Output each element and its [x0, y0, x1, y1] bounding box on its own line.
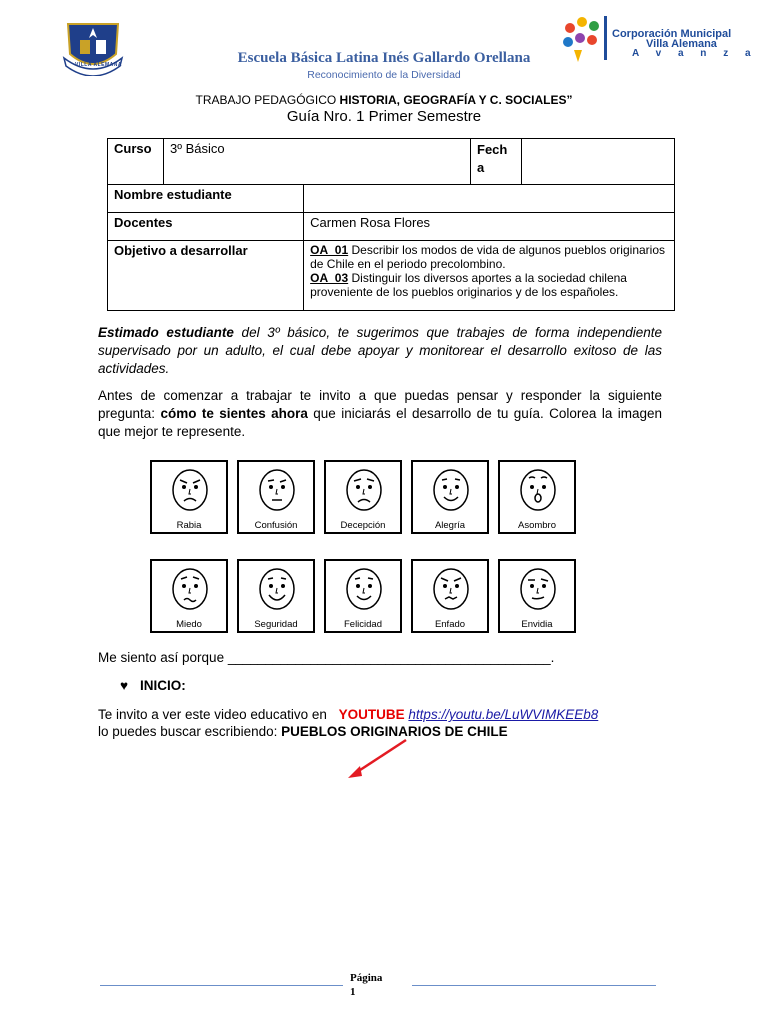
work-title-prefix: TRABAJO PEDAGÓGICO [195, 93, 340, 107]
intro-text: del 3º básico, te sugerimos que trabajes de forma independiente supervisado por un adulto, el cual debe apoyar y monitorear el desarrollo exitoso de las actividades. [98, 325, 662, 376]
face-happy-icon [431, 468, 471, 516]
face-surprised-icon [518, 468, 558, 516]
corporation-name [612, 29, 758, 59]
work-title-subject: HISTORIA, GEOGRAFÍA Y C. SOCIALES” [339, 93, 573, 107]
curso-value: 3º Básico [164, 139, 471, 185]
youtube-label: YOUTUBE [338, 707, 405, 722]
school-subtitle: Reconocimiento de la Diversidad [307, 69, 461, 81]
nombre-field[interactable] [304, 185, 675, 213]
inicio-label: INICIO: [140, 678, 186, 693]
emotion-face-confused[interactable] [237, 460, 315, 534]
page-footer [350, 971, 382, 999]
emotion-face-angry[interactable] [150, 460, 228, 534]
face-confused-icon [257, 468, 297, 516]
oa3-code: OA_03 [310, 271, 349, 285]
emotion-label: Asombro [517, 520, 556, 531]
objetivo-label: Objetivo a desarrollar [108, 241, 304, 311]
corp-line1: Corporación Municipal [612, 28, 732, 40]
question-text-a: Antes de comenzar a trabajar te invito a que puedas pensar y responder la siguiente pregunta: [98, 388, 662, 421]
emotion-face-fear[interactable] [150, 559, 228, 633]
emotion-face-envy[interactable] [498, 559, 576, 633]
curso-label: Curso [108, 139, 164, 185]
video-link[interactable]: https://youtu.be/LuWVIMKEEb8 [408, 707, 599, 722]
emotion-face-annoyed[interactable] [411, 559, 489, 633]
work-title [0, 93, 768, 107]
emotion-face-disappointed[interactable] [324, 460, 402, 534]
docentes-label: Docentes [108, 213, 304, 241]
emotion-label: Decepción [340, 520, 386, 531]
red-arrow-icon [340, 736, 410, 782]
oa3-text: Distinguir los diversos aportes a la sociedad chilena proveniente de los pueblos originarios y de los españoles. [310, 271, 627, 299]
face-envy-icon [518, 567, 558, 615]
emotion-label: Miedo [176, 619, 202, 630]
emotion-label: Confusión [254, 520, 298, 531]
intro-greeting: Estimado estudiante [98, 325, 234, 340]
emotion-face-joy[interactable] [324, 559, 402, 633]
student-info-table [107, 138, 675, 311]
footer-rule-right [412, 985, 656, 986]
oa1-code: OA_01 [310, 243, 349, 257]
question-paragraph [98, 387, 662, 441]
pagina-label: Página [350, 972, 383, 984]
emotion-label: Rabia [176, 520, 202, 531]
face-angry-icon [170, 468, 210, 516]
emotion-face-happy[interactable] [411, 460, 489, 534]
emotion-face-surprised[interactable] [498, 460, 576, 534]
inicio-heading [120, 678, 186, 693]
corp-line2: Villa Alemana [646, 38, 717, 50]
video-prefix: Te invito a ver este video educativo en [98, 707, 331, 722]
face-disappointed-icon [344, 468, 384, 516]
question-bold: cómo te sientes ahora [160, 406, 308, 421]
search-line [98, 724, 508, 739]
question-text-b: que iniciarás el desarrollo de tu guía. Colorea la imagen que mejor te represente. [98, 406, 662, 439]
oa1-text: Describir los modos de vida de algunos pueblos originarios de Chile en el periodo precolombino. [310, 243, 665, 271]
video-line [98, 707, 598, 722]
objetivo-value [304, 241, 675, 311]
emotion-face-confident[interactable] [237, 559, 315, 633]
emotion-label: Felicidad [343, 619, 383, 630]
footer-rule-left [100, 985, 343, 986]
search-term: PUEBLOS ORIGINARIOS DE CHILE [281, 724, 508, 739]
face-annoyed-icon [431, 567, 471, 615]
corporation-logo-icon [560, 16, 612, 69]
fecha-field[interactable] [522, 139, 675, 185]
corp-line3: A v a n z a [632, 48, 758, 59]
face-confident-icon [257, 567, 297, 615]
siento-line[interactable]: Me siento así porque ___________________________________________. [98, 650, 555, 665]
guide-title: Guía Nro. 1 Primer Semestre [286, 108, 482, 125]
heart-bullet-icon: ♥ [120, 678, 129, 693]
emotion-label: Alegría [434, 520, 466, 531]
search-prefix: lo puedes buscar escribiendo: [98, 724, 282, 739]
face-joy-icon [344, 567, 384, 615]
nombre-label: Nombre estudiante [108, 185, 304, 213]
page-number: 1 [350, 986, 356, 998]
fecha-label: Fech a [471, 139, 522, 185]
school-name: Escuela Básica Latina Inés Gallardo Orellana [237, 50, 531, 66]
docentes-value: Carmen Rosa Flores [304, 213, 675, 241]
face-fear-icon [170, 567, 210, 615]
intro-paragraph [98, 324, 662, 378]
emotion-label: Enfado [434, 619, 466, 630]
crest-text: VILLA ALEMANA [75, 62, 122, 68]
emotion-label: Envidia [521, 619, 553, 630]
emotion-label: Seguridad [254, 619, 298, 630]
